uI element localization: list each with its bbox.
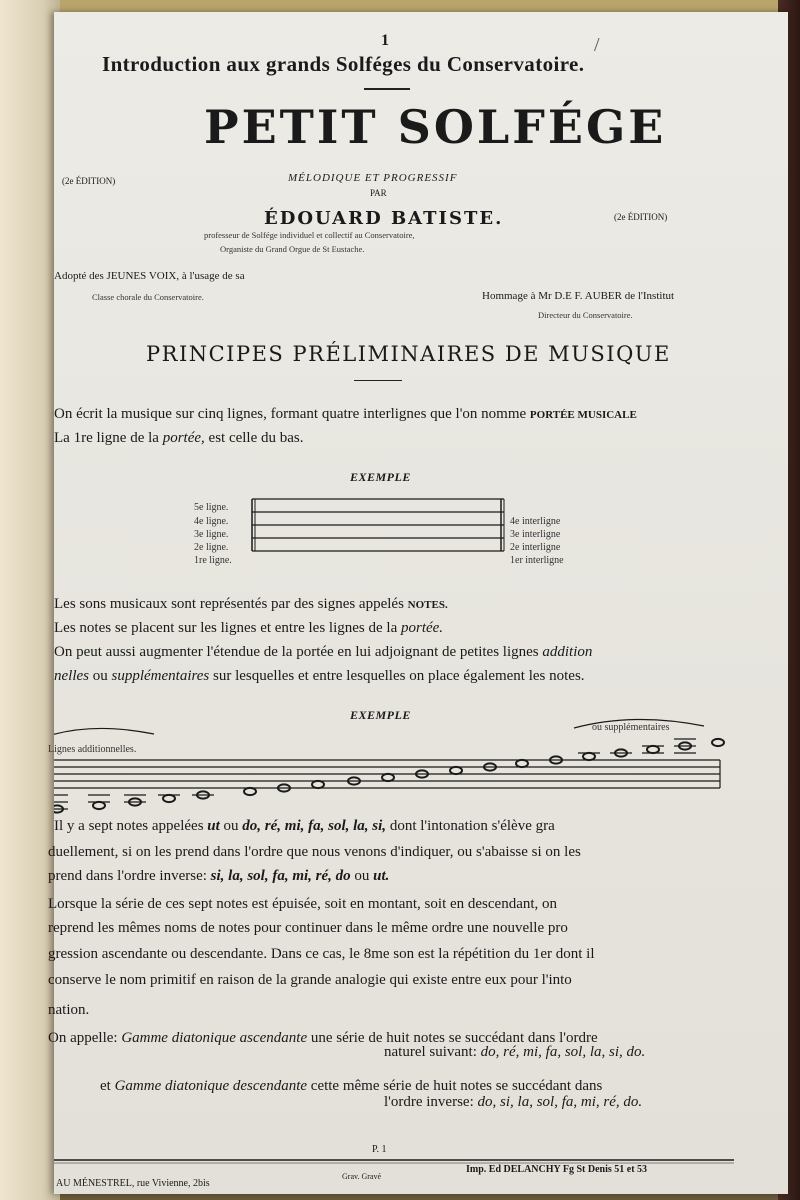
note-name-ut: ut. [373,868,390,884]
author-role-1: professeur de Solfége individuel et collectif au Conservatoire, [204,230,415,240]
staff-space-label-4: 4e interligne [510,516,561,527]
para3-line8: nation. [48,1002,90,1018]
para4-text: l'ordre inverse: [384,1094,474,1110]
para3-line6: gression ascendante ou descendante. Dans ce cas, le 8me son est la répétition du 1er dont il [48,946,595,962]
portee-term: portée, [162,430,205,446]
para2-text: On peut aussi augmenter l'étendue de la portée en lui adjoignant de petites lignes [54,644,539,660]
additionnelles-term: addition [542,644,593,660]
edition-right: (2e ÉDITION) [614,212,668,222]
example1-staff [252,499,504,551]
staff-line-label-4: 4e ligne. [194,516,229,527]
para1-text-e: est celle du bas. [208,430,304,446]
para4-text: On appelle: [48,1030,118,1046]
engraver-imprint: Grav. Gravé [342,1172,382,1181]
note-head [244,788,256,795]
staff-space-label-3: 3e interligne [510,529,561,540]
example1-label: EXEMPLE [350,470,411,484]
example2-notes [54,739,724,813]
staff-line-label-5: 5e ligne. [194,502,229,513]
para4-text: et [100,1078,111,1094]
author-role-2: Organiste du Grand Orgue de St Eustache. [220,244,365,254]
para3-text: ou [223,818,239,834]
para3-text: ou [354,868,370,884]
para4-text: naturel suivant: [384,1044,477,1060]
para3-text: dont l'intonation s'élève gra [389,818,555,834]
note-head [516,760,528,767]
para4-text: une série de huit notes se succédant dans l'ordre [310,1030,598,1046]
section-heading: PRINCIPES PRÉLIMINAIRES DE MUSIQUE [146,342,671,366]
staff-line-label-3: 3e ligne. [194,529,229,540]
page-number: 1 [381,32,389,49]
note-names: do, ré, mi, fa, sol, la, si, [242,818,387,834]
para3-line5: reprend les mêmes noms de notes pour continuer dans le même ordre une nouvelle pro [48,920,568,936]
note-names-inverse: si, la, sol, fa, mi, ré, do [210,868,351,884]
pencil-mark: / [594,34,600,56]
para2-line3 [54,644,592,661]
staff-line-label-1: 1re ligne. [194,555,232,566]
publisher-imprint: AU MÉNESTREL, rue Vivienne, 2bis [56,1178,210,1189]
gamme-ascendante-term: Gamme diatonique ascendante [121,1030,308,1046]
dedication-left-1: Adopté des JEUNES VOIX, à l'usage de sa [54,270,245,282]
para2-text: Les notes se placent sur les lignes et entre les lignes de la [54,620,398,636]
note-head [712,739,724,746]
portee-musicale-term: PORTÉE MUSICALE [529,409,637,421]
plate-number: P. 1 [372,1144,387,1155]
dedication-left-2: Classe chorale du Conservatoire. [92,292,204,302]
note-head [312,781,324,788]
para2-text: ou [92,668,108,684]
note-head [583,753,595,760]
note-head [163,795,175,802]
para4-line2 [384,1044,645,1061]
para3-text: Il y a sept notes appelées [54,818,204,834]
printer-imprint: Imp. Ed DELANCHY Fg St Denis 51 et 53 [466,1164,648,1175]
notes-term: NOTES. [407,599,448,611]
sheet-music-page [48,12,788,1194]
bracket-arc-left [54,728,154,736]
note-head [93,802,105,809]
author-name: ÉDOUARD BATISTE. [264,208,504,229]
staff-line-label-2: 2e ligne. [194,542,229,553]
page-title: PETIT SOLFÉGE [204,100,667,154]
para3-text: prend dans l'ordre inverse: [48,868,207,884]
additionnelles-term-end: nelles [54,668,89,684]
gamme-descendante-term: Gamme diatonique descendante [114,1078,308,1094]
staff-space-label-2: 2e interligne [510,542,561,553]
subtitle: MÉLODIQUE ET PROGRESSIF [288,172,458,184]
note-head [450,767,462,774]
dedication-right-2: Directeur du Conservatoire. [538,310,633,320]
para2-line1 [54,596,448,613]
par-label: PAR [370,188,387,198]
para4-line3 [100,1078,602,1095]
para3-line4: Lorsque la série de ces sept notes est épuisée, soit en montant, soit en descendant, on [48,896,558,912]
supplementaires-term: supplémentaires [111,668,210,684]
para3-line2: duellement, si on les prend dans l'ordre que nous venons d'indiquer, ou s'abaisse si on les [48,844,581,860]
para4-line4 [384,1094,642,1111]
note-head [647,746,659,753]
para1-text-c: La 1re ligne de la [54,430,159,446]
para3-line1 [54,818,555,835]
para2-line2 [54,620,443,637]
dedication-right-1: Hommage à Mr D.E F. AUBER de l'Institut [482,290,675,302]
supplementary-lines-label: ou supplémentaires [592,722,670,733]
para2-text: sur lesquelles et entre lesquelles on place également les notes. [213,668,585,684]
binding-gutter [0,0,60,1200]
ledger-lines-label: Lignes additionnelles. [48,744,137,755]
para4-text: cette même série de huit notes se succédant dans [310,1078,603,1094]
edition-left: (2e ÉDITION) [62,176,116,186]
para1-text: On écrit la musique sur cinq lignes, formant quatre interlignes que l'on nomme [54,406,527,422]
intro-line: Introduction aux grands Solféges du Conservatoire. [102,52,585,76]
note-head [382,774,394,781]
para3-line7: conserve le nom primitif en raison de la grande analogie qui existe entre eux pour l'into [48,972,572,988]
staff-space-label-1: 1er interligne [510,555,564,566]
para2-text: Les sons musicaux sont représentés par des signes appelés [54,596,404,612]
note-name-ut: ut [207,818,220,834]
para2-line4 [54,668,585,685]
scale-ascending: do, ré, mi, fa, sol, la, si, do. [480,1044,646,1060]
example2-label: EXEMPLE [350,708,411,722]
portee-term: portée. [400,620,444,636]
scale-descending: do, si, la, sol, fa, mi, ré, do. [477,1094,643,1110]
para3-line3 [48,868,389,885]
